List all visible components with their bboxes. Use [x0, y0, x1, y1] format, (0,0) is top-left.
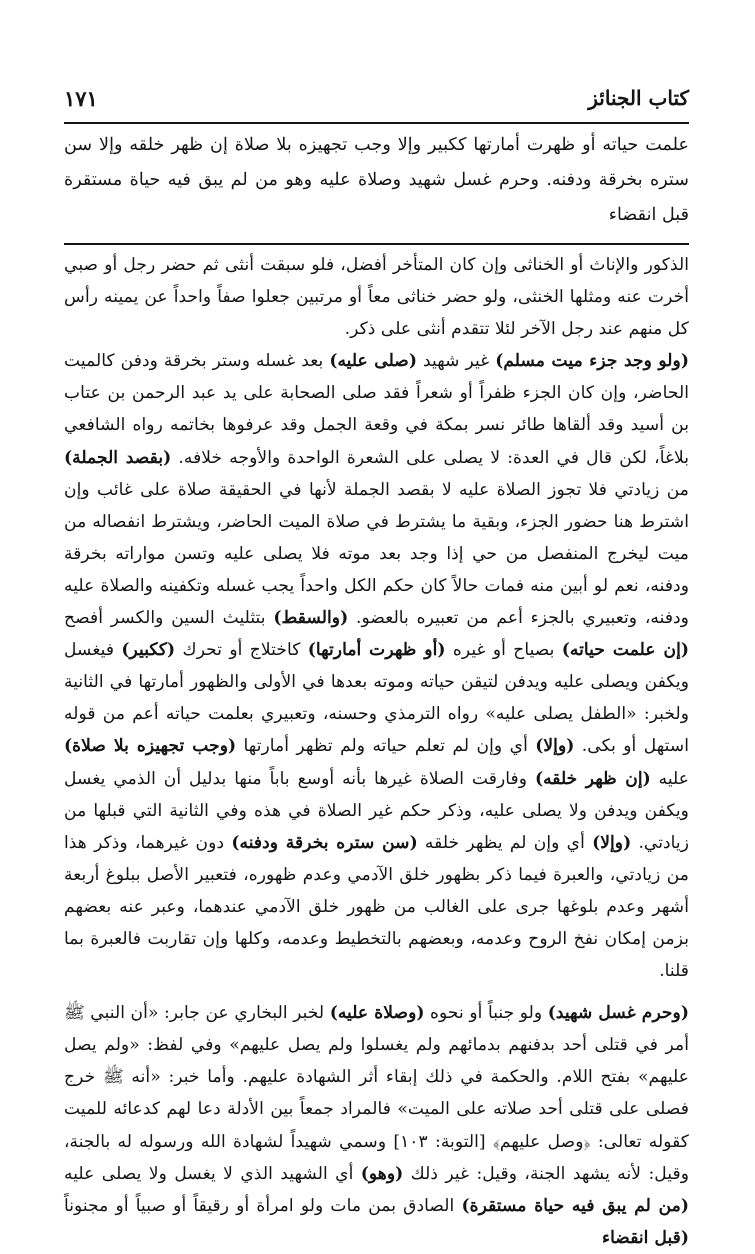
- quoted-text: (وإلا): [535, 736, 575, 757]
- commentary-text: فيغسل ويكفن ويصلى عليه ويدفن لتيقن حياته وموته بعدها في الأولى والظهور أمارتها في الثانية ولخبر: «الطفل يصلى عليه» رواه الترمذي وحسنه، وتعبيري بعلمت حياته أعم من قوله استهل أو بكى.: [64, 640, 690, 757]
- commentary-text: الصادق بمن مات ولو امرأة أو رقيقاً أو صبياً أو مجنوناً: [64, 1195, 462, 1216]
- quoted-text: (من لم يبق فيه حياة مستقرة): [461, 1195, 689, 1216]
- commentary-text: أي وإن لم تعلم حياته ولم تظهر أمارتها: [236, 736, 536, 757]
- commentary-text: لخبر البخاري عن جابر: «أن النبي ﷺ أمر في قتلى أحد بدفنهم بدمائهم ولم يغسلوا ولم يصل عليهم» وفي لفظ: «ولم يصل عليهم» بفتح اللام. والحكمة في ذلك إبقاء أثر الشهادة عليهم. وأما خبر: «أنه ﷺ خرج فصلى على قتلى أحد صلاته على الميت» فالمراد جمعاً بين الأدلة دعا لهم كدعائه للميت كقوله تعالى: ﴿وصل عليهم﴾ [التوبة: ١٠٣] وسمي شهيداً لشهادة الله ورسوله له بالجنة، وقيل: لأنه يشهد الجنة، وقيل: غير ذلك: [64, 1003, 690, 1184]
- main-text: [64, 128, 689, 233]
- quoted-text: (وجب تجهيزه بلا صلاة): [64, 736, 237, 757]
- commentary-text: غير شهيد: [417, 351, 496, 372]
- commentary-text: عليه: [650, 768, 689, 789]
- quoted-text: (صلى عليه): [329, 351, 418, 372]
- commentary-text: ولو جنباً أو نحوه: [424, 1003, 548, 1024]
- commentary-paragraph-3: [64, 997, 689, 1254]
- quoted-text: (بقصد الجملة): [64, 447, 172, 468]
- quoted-text: (إن علمت حياته): [561, 640, 689, 661]
- quoted-text: (وصلاة عليه): [329, 1003, 425, 1024]
- commentary-text: أي وإن لم يظهر خلقه: [417, 832, 593, 853]
- quoted-text: (ولو وجد جزء ميت مسلم): [495, 351, 689, 372]
- quoted-text: (سن ستره بخرقة ودفنه): [231, 832, 418, 853]
- quoted-text: (وهو): [360, 1163, 404, 1184]
- commentary-paragraph-1: الذكور والإناث أو الخناثى وإن كان المتأخر أفضل، فلو سبقت أنثى ثم حضر رجل أو صبي أخرت عنه ومثلها الخنثى، ولو حضر خناثى معاً أو مرتبين جعلوا صفاً واحداً عن يمينه رأس كل منهم عند رجل الآخر لئلا تتقدم أنثى على ذكر.: [64, 255, 689, 340]
- quoted-text: (أو ظهرت أمارتها): [307, 640, 446, 661]
- commentary-text: أي الشهيد الذي لا يغسل ولا يصلى عليه: [64, 1163, 361, 1184]
- commentary-text: بتثليث السين والكسر أفصح: [64, 608, 274, 629]
- quoted-text: (قبل انقضاء: [601, 1227, 689, 1248]
- commentary-paragraph-2: [64, 345, 689, 987]
- page-header: [64, 80, 689, 124]
- commentary-text: بعد غسله وستر بخرقة ودفن كالميت الحاضر، وإن كان الجزء ظفراً أو شعراً فقد صلى الصحابة على يد عبد الرحمن بن عتاب بن أسيد وقد ألقاها طائر نسر بمكة في وقعة الجمل وقد عرفوها بخاتمه رواه الشافعي بلاغاً، لكن قال في العدة: لا يصلى على الشعرة الواحدة والأوجه خلافه.: [64, 351, 689, 468]
- commentary-text: من زيادتي فلا تجوز الصلاة عليه لا بقصد الجملة لأنها في الحقيقة صلاة على غائب وإن اشترط هنا حضور الجزء، وبقية ما يشترط في صلاة الميت الحاضر، ويشترط انفصاله من ميت ليخرج المنفصل من حي إذا وجد بعد موته فلا يصلى عليه وتسن مواراته بخرقة ودفنه، نعم لو أبين منه فمات حالاً كان حكم الكل واحداً يجب غسله وتكفينه والصلاة عليه ودفنه، وتعبيري بالجزء أعم من تعبيره بالعضو.: [64, 479, 689, 629]
- quoted-text: (ككبير): [121, 640, 176, 661]
- commentary: [64, 249, 689, 1254]
- quoted-text: (وحرم غسل شهيد): [547, 1003, 689, 1024]
- quoted-text: (إن ظهر خلقه): [534, 768, 651, 789]
- book-page: [64, 80, 689, 1254]
- page-number: ١٧١: [64, 86, 98, 111]
- commentary-text: بصياح أو غيره: [445, 640, 562, 661]
- quoted-text: (والسقط): [273, 608, 349, 629]
- commentary-text: دون غيرهما، وذكر هذا من زيادتي، والعبرة فيما ذكر بظهور خلق الآدمي وعدم ظهوره، فتعبير الأصل ببلوغ أربعة أشهر وعدم بلوغها جرى على الغالب من ظهور خلق الآدمي عندهما، وعبر عنه بعضهم بزمن إمكان نفخ الروح وعدمه، وبعضهم بالتخطيط وعدمه، وكلها وإن تقاربت فالعبرة بما قلنا.: [64, 832, 689, 982]
- quoted-text: (وإلا): [592, 832, 632, 853]
- section-divider: [64, 243, 689, 245]
- main-text-paragraph: علمت حياته أو ظهرت أمارتها ككبير وإلا وجب تجهيزه بلا صلاة إن ظهر خلقه وإلا سن ستره بخرقة ودفنه. وحرم غسل شهيد وصلاة عليه وهو من لم يبق فيه حياة مستقرة قبل انقضاء: [64, 135, 689, 225]
- commentary-text: كاختلاج أو تحرك: [175, 640, 308, 661]
- chapter-title: كتاب الجنائز: [588, 86, 689, 110]
- commentary-text: وفارقت الصلاة غيرها بأنه أوسع باباً منها بدليل أن الذمي يغسل ويكفن ويدفن ولا يصلى عليه، وذكر حكم غير الصلاة في هذه وفي الثانية التي قبلها من زيادتي.: [64, 768, 690, 853]
